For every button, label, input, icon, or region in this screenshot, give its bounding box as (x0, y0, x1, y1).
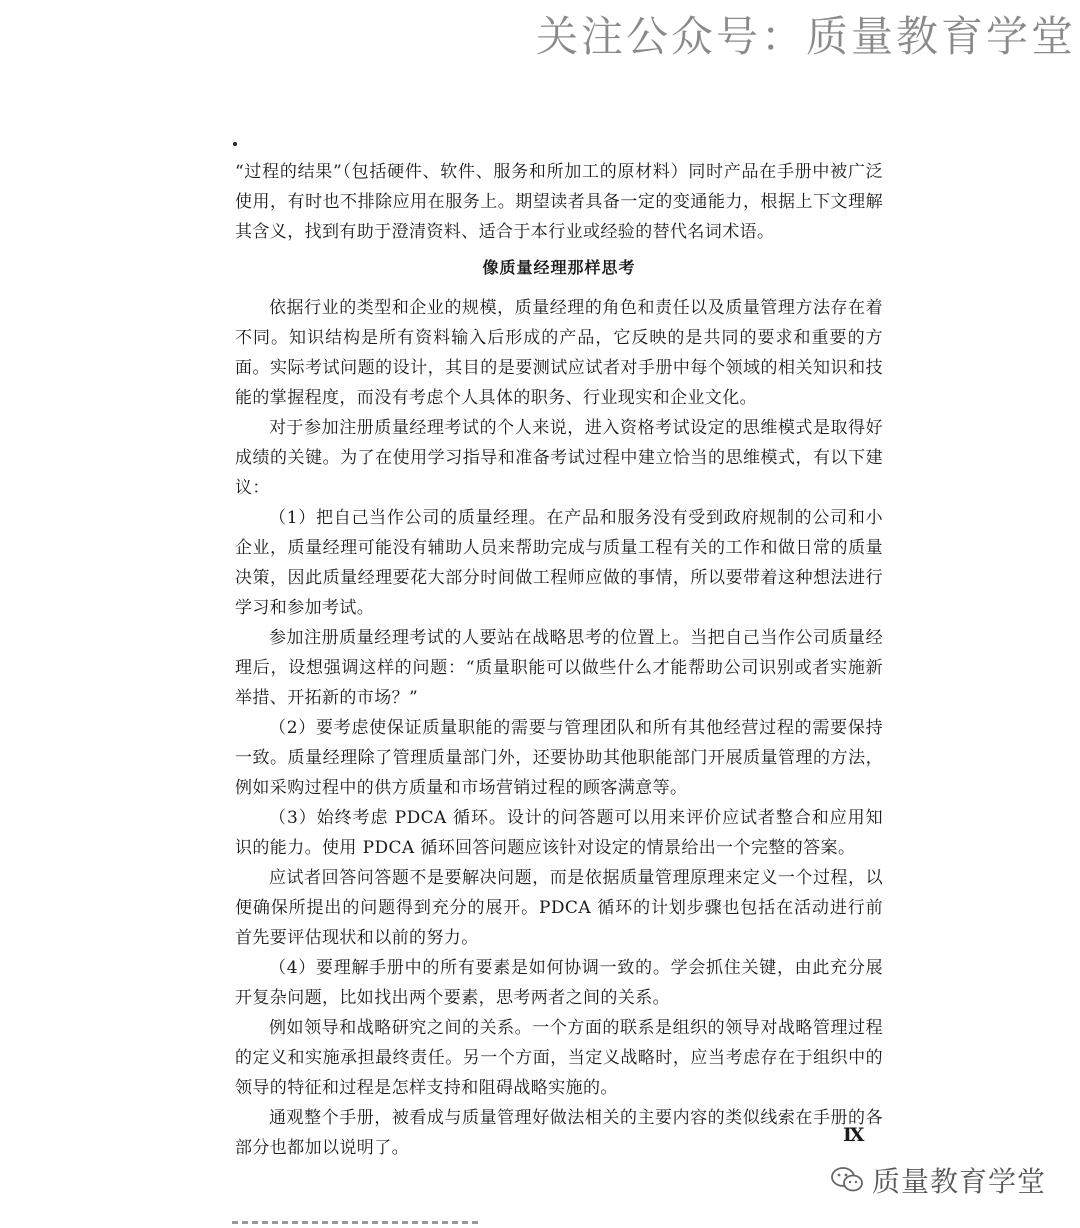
scan-artifact (232, 1221, 482, 1224)
intro-paragraph: “过程的结果”（包括硬件、软件、服务和所加工的原材料）同时产品在手册中被广泛使用，有时也不排除应用在服务上。期望读者具备一定的变通能力，根据上下文理解其含义，找到有助于澄清资料、适合于本行业或经验的替代名词术语。 (235, 162, 883, 242)
page-number: Ⅸ (843, 1124, 864, 1146)
document-body (235, 157, 883, 1163)
wechat-badge (830, 1160, 1046, 1200)
body-paragraph-4: 参加注册质量经理考试的人要站在战略思考的位置上。当把自己当作公司质量经理后，设想强调这样的问题：“质量职能可以做些什么才能帮助公司识别或者实施新举措、开拓新的市场？” (235, 628, 883, 708)
body-paragraph-1: 依据行业的类型和企业的规模，质量经理的角色和责任以及质量管理方法存在着不同。知识结构是所有资料输入后形成的产品，它反映的是共同的要求和重要的方面。实际考试问题的设计，其目的是要测试应试者对手册中每个领域的相关知识和技能的掌握程度，而没有考虑个人具体的职务、行业现实和企业文化。 (235, 298, 883, 408)
body-paragraph-8: （4）要理解手册中的所有要素是如何协调一致的。学会抓住关键，由此充分展开复杂问题，比如找出两个要素，思考两者之间的关系。 (235, 958, 883, 1008)
watermark-text: 关注公众号：质量教育学堂 (535, 12, 1076, 61)
body-paragraph-7: 应试者回答问答题不是要解决问题，而是依据质量管理原理来定义一个过程，以便确保所提出的问题得到充分的展开。PDCA 循环的计划步骤也包括在活动进行前首先要评估现状和以前的努力。 (235, 868, 883, 948)
body-paragraph-5: （2）要考虑使保证质量职能的需要与管理团队和所有其他经营过程的需要保持一致。质量经理除了管理质量部门外，还要协助其他职能部门开展质量管理的方法，例如采购过程中的供方质量和市场营销过程的顾客满意等。 (235, 718, 883, 798)
section-heading: 像质量经理那样思考 (482, 258, 636, 277)
body-paragraph-2: 对于参加注册质量经理考试的个人来说，进入资格考试设定的思维模式是取得好成绩的关键。为了在使用学习指导和准备考试过程中建立恰当的思维模式，有以下建议： (235, 418, 883, 498)
bullet-dot (233, 142, 237, 146)
body-paragraph-3: （1）把自己当作公司的质量经理。在产品和服务没有受到政府规制的公司和小企业，质量经理可能没有辅助人员来帮助完成与质量工程有关的工作和做日常的质量决策，因此质量经理要花大部分时间做工程师应做的事情，所以要带着这种想法进行学习和参加考试。 (235, 508, 883, 618)
wechat-icon (830, 1166, 864, 1194)
wechat-label: 质量教育学堂 (871, 1165, 1046, 1198)
body-paragraph-6: （3）始终考虑 PDCA 循环。设计的问答题可以用来评价应试者整合和应用知识的能力。使用 PDCA 循环回答问题应该针对设定的情景给出一个完整的答案。 (235, 808, 883, 858)
body-paragraph-10: 通观整个手册，被看成与质量管理好做法相关的主要内容的类似线索在手册的各部分也都加以说明了。 (235, 1108, 883, 1158)
body-paragraph-9: 例如领导和战略研究之间的关系。一个方面的联系是组织的领导对战略管理过程的定义和实施承担最终责任。另一个方面，当定义战略时，应当考虑存在于组织中的领导的特征和过程是怎样支持和阻碍战略实施的。 (235, 1018, 883, 1098)
